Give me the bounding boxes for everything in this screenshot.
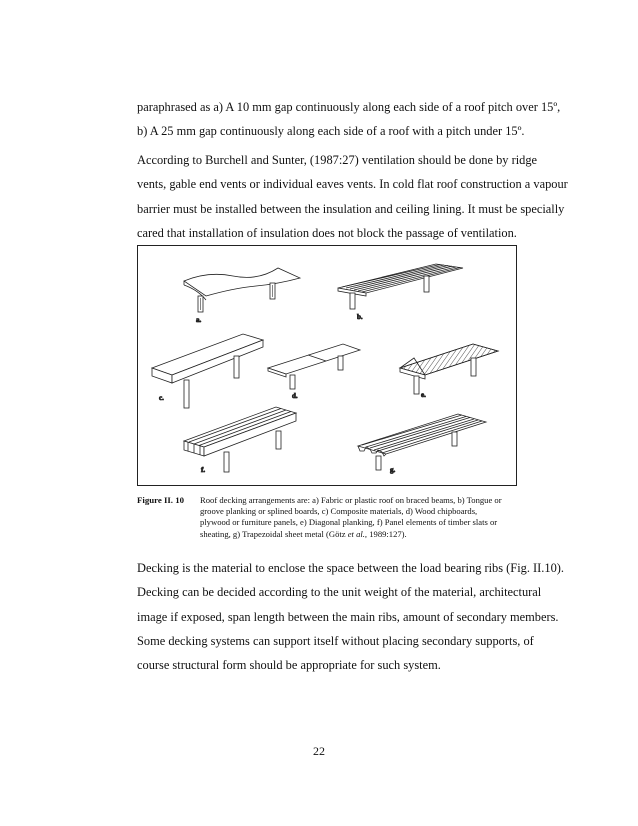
text-line: barrier must be installed between the insulation and ceiling lining. It must be specially <box>137 201 565 216</box>
caption-citation-suffix: , 1989:127). <box>364 528 407 539</box>
caption-line: groove planking or splined boards, c) Composite materials, d) Wood chipboards, <box>200 506 478 517</box>
figure-caption-text <box>200 495 527 540</box>
decking-panel-slats-drawing <box>184 407 296 472</box>
decking-chipboard-drawing <box>268 344 360 389</box>
text-line: Decking can be decided according to the unit weight of the material, architectural <box>137 585 542 600</box>
panel-label-d: d. <box>292 392 298 400</box>
text-line: paraphrased as a) A 10 mm gap continuously along each side of a roof pitch over 15º, <box>137 100 561 114</box>
text-line: Some decking systems can support itself without placing secondary supports, of <box>137 633 534 648</box>
caption-line: Roof decking arrangements are: a) Fabric or plastic roof on braced beams, b) Tongue or <box>200 495 502 505</box>
paragraph-ventilation-gaps <box>137 95 561 144</box>
text-line: Decking is the material to enclose the space between the load bearing ribs (Fig. II.10). <box>137 561 564 575</box>
text-line: According to Burchell and Sunter, (1987:27) ventilation should be done by ridge <box>137 153 538 167</box>
panel-label-e: e. <box>421 391 426 399</box>
decking-diagonal-drawing <box>400 344 498 394</box>
text-line: course structural form should be appropriate for such system. <box>137 658 441 673</box>
panel-label-f: f. <box>201 466 206 474</box>
panel-label-b: b. <box>357 313 363 321</box>
caption-line: plywood or furniture panels, e) Diagonal planking, f) Panel elements of timber slats or <box>200 517 498 528</box>
decking-fabric-drawing <box>184 268 300 312</box>
decking-planking-drawing <box>338 264 463 309</box>
page-number: 22 <box>313 744 325 758</box>
roof-decking-figure <box>137 245 517 486</box>
panel-label-g: g. <box>390 466 396 474</box>
caption-citation-prefix: sheating, g) Trapezoidal sheet metal (Götz <box>200 528 348 539</box>
text-line: vents, gable end vents or individual eaves vents. In cold flat roof construction a vapour <box>137 177 568 192</box>
panel-label-c: c. <box>159 394 164 402</box>
paragraph-burchell-sunter <box>137 148 568 245</box>
text-line: image if exposed, span length between the main ribs, amount of secondary members. <box>137 609 559 624</box>
text-line: b) A 25 mm gap continuously along each side of a roof with a pitch under 15º. <box>137 124 525 139</box>
caption-line <box>200 529 527 540</box>
decking-trapezoidal-metal-drawing <box>358 414 486 470</box>
caption-citation-etal: et al. <box>347 528 365 539</box>
paragraph-decking <box>137 556 564 677</box>
roof-decking-illustration <box>138 246 516 485</box>
figure-caption-label: Figure II. 10 <box>137 495 184 505</box>
decking-composite-drawing <box>152 334 263 408</box>
text-line: cared that installation of insulation does not block the passage of ventilation. <box>137 225 517 240</box>
panel-label-a: a. <box>196 316 202 324</box>
